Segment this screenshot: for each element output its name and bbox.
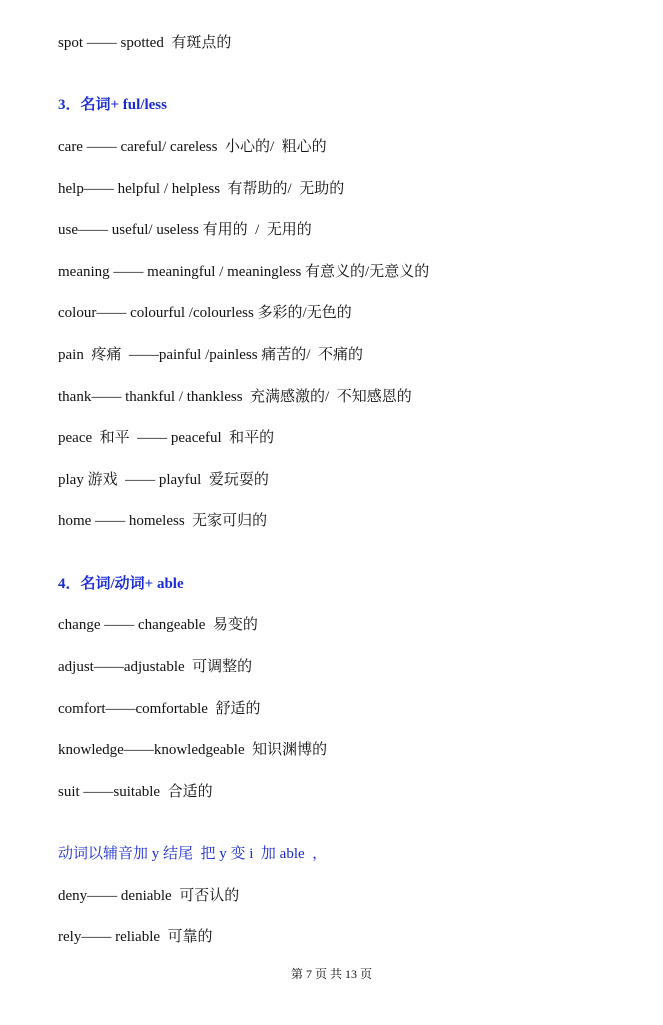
entry-pain: pain 疼痛 ——painful /painless 痛苦的/ 不痛的 <box>58 347 363 363</box>
entry-use: use—— useful/ useless 有用的 / 无用的 <box>58 222 312 238</box>
entry-change: change —— changeable 易变的 <box>58 617 258 633</box>
entry-colour: colour—— colourful /colourless 多彩的/无色的 <box>58 305 352 321</box>
entry-care: care —— careful/ careless 小心的/ 粗心的 <box>58 139 327 155</box>
section-heading-noun-verb-able: 4．名词/动词+ able <box>58 576 184 592</box>
entry-deny: deny—— deniable 可否认的 <box>58 888 240 904</box>
section-heading-noun-ful-less: 3．名词+ ful/less <box>58 97 167 113</box>
page-footer: 第 7 页 共 13 页 <box>290 967 372 981</box>
entry-help: help—— helpful / helpless 有帮助的/ 无助的 <box>58 181 345 197</box>
entry-home: home —— homeless 无家可归的 <box>58 513 268 529</box>
entry-comfort: comfort——comfortable 舒适的 <box>58 701 261 717</box>
entry-play: play 游戏 —— playful 爱玩耍的 <box>58 472 269 488</box>
entry-rely: rely—— reliable 可靠的 <box>58 929 213 945</box>
entry-knowledge: knowledge——knowledgeable 知识渊博的 <box>58 742 328 758</box>
entry-adjust: adjust——adjustable 可调整的 <box>58 659 253 675</box>
entry-thank: thank—— thankful / thankless 充满感激的/ 不知感恩的 <box>58 389 412 405</box>
note-verb-y-rule: 动词以辅音加 y 结尾 把 y 变 i 加 able ， <box>58 846 328 862</box>
entry-peace: peace 和平 —— peaceful 和平的 <box>58 430 275 446</box>
entry-meaning: meaning —— meaningful / meaningless 有意义的/无意义的 <box>58 264 430 280</box>
entry-suit: suit ——suitable 合适的 <box>58 784 213 800</box>
entry-spot: spot —— spotted 有斑点的 <box>58 35 232 51</box>
